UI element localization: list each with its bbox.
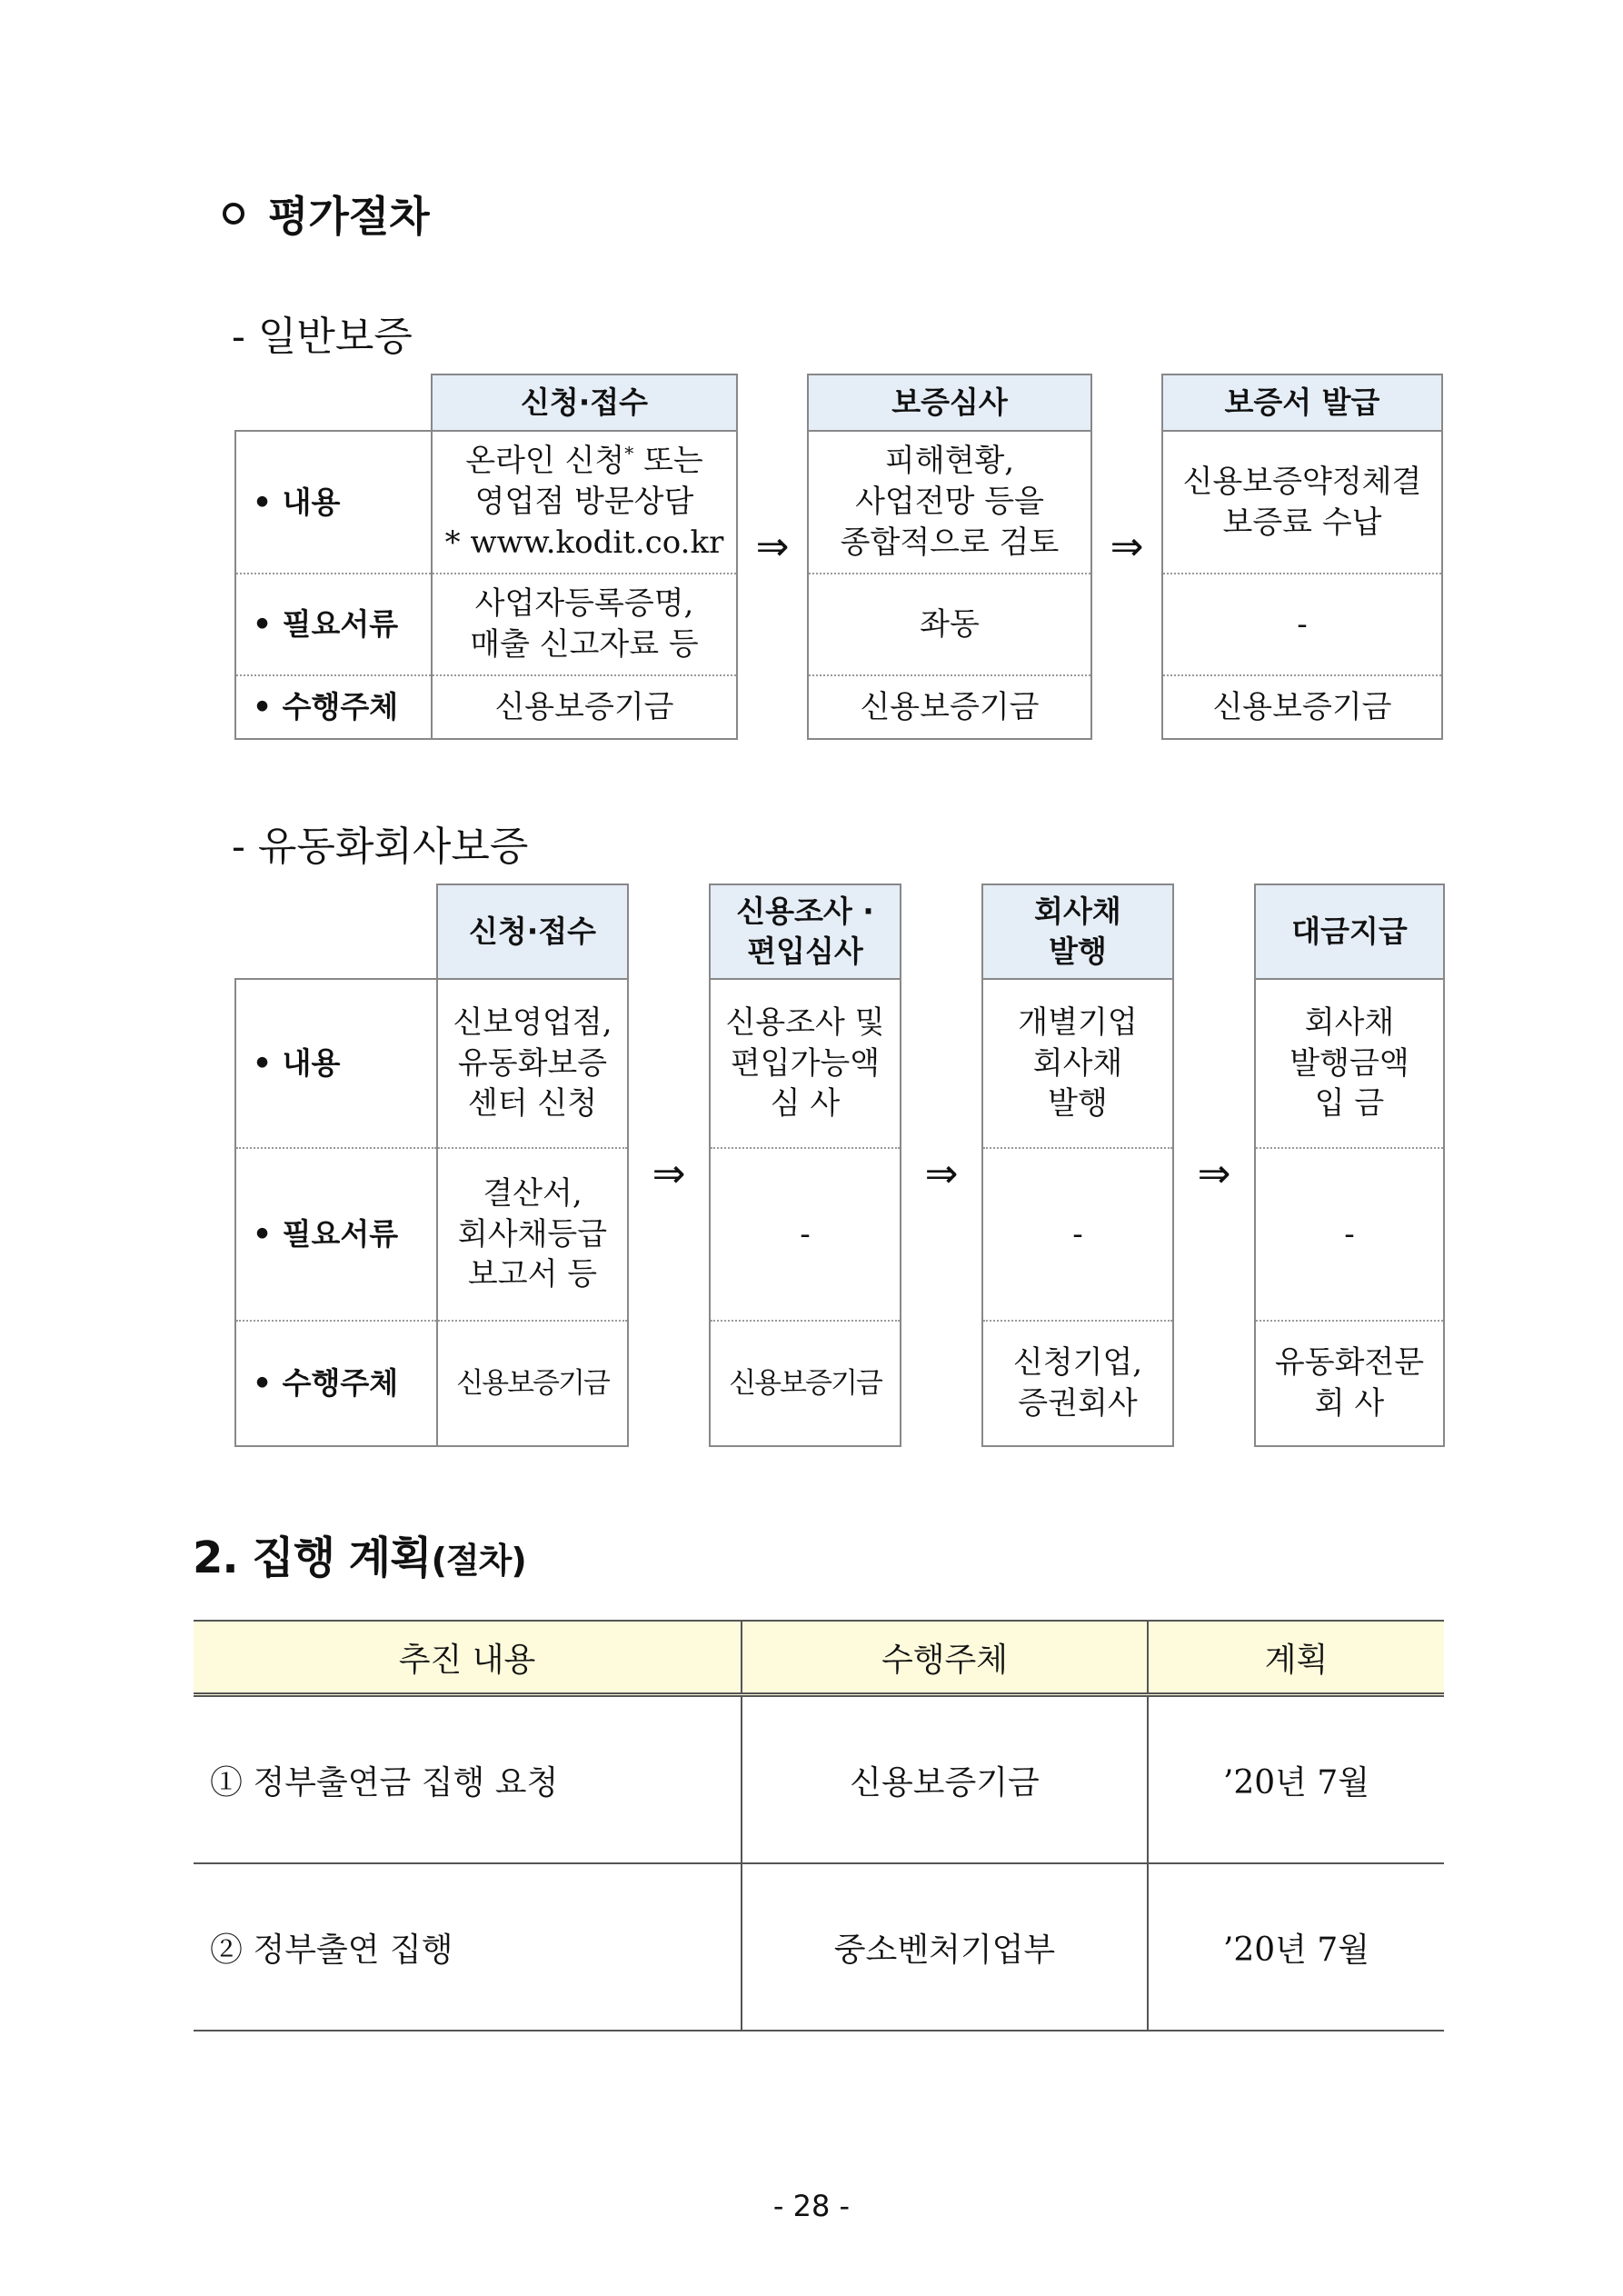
flow-arrow-icon: ⇒ (652, 1151, 686, 1197)
liquidity-step-1-content: 신보영업점, 유동화보증 센터 신청 (437, 979, 628, 1148)
general-step-1-content: 온라인 신청* 또는 영업점 방문상담 * www.kodit.co.kr (432, 431, 737, 574)
liquidity-step-2-content: 신용조사 및 편입가능액 심 사 (710, 979, 901, 1148)
section-heading (223, 184, 430, 244)
general-step-2-header: 보증심사 (808, 374, 1091, 431)
table-cell: 중소벤처기업부 (742, 1863, 1148, 2031)
general-step-2-docs: 좌동 (808, 574, 1091, 675)
table-cell: ① 정부출연금 집행 요청 (194, 1695, 742, 1864)
general-row-label-docs: • 필요서류 (235, 574, 432, 675)
general-step-1-header: 신청·접수 (432, 374, 737, 431)
table-row (194, 1695, 1444, 1864)
liquidity-step-1-docs: 결산서, 회사채등급 보고서 등 (437, 1148, 628, 1321)
liquidity-row-label-docs: • 필요서류 (235, 1148, 437, 1321)
liquidity-step-3-content: 개별기업 회사채 발행 (982, 979, 1173, 1148)
table-cell: ’20년 7월 (1148, 1695, 1444, 1864)
liquidity-step-4-executor: 유동화전문 회 사 (1255, 1321, 1444, 1446)
flow-arrow-icon: ⇒ (755, 523, 790, 570)
general-guarantee-flow (234, 374, 1443, 740)
column-header: 수행주체 (742, 1621, 1148, 1695)
liquidity-step-3-header: 회사채 발행 (982, 884, 1173, 979)
liquidity-step-1-header: 신청·접수 (437, 884, 628, 979)
liquidity-step-4-content: 회사채 발행금액 입 금 (1255, 979, 1444, 1148)
column-header: 추진 내용 (194, 1621, 742, 1695)
general-step-1-docs: 사업자등록증명, 매출 신고자료 등 (432, 574, 737, 675)
flow-arrow-icon: ⇒ (1197, 1151, 1231, 1197)
table-header-row (194, 1621, 1444, 1695)
table-row (194, 1863, 1444, 2031)
general-guarantee-title: - 일반보증 (232, 314, 413, 360)
liquidity-step-4-docs: - (1255, 1148, 1444, 1321)
general-step-3-docs: - (1162, 574, 1442, 675)
general-step-3-executor: 신용보증기금 (1162, 675, 1442, 739)
liquidity-guarantee-title: - 유동화회사보증 (232, 824, 529, 870)
liquidity-step-3-docs: - (982, 1148, 1173, 1321)
table-cell: ’20년 7월 (1148, 1863, 1444, 2031)
general-row-label-content: • 내용 (235, 431, 432, 574)
table-cell: ② 정부출연 집행 (194, 1863, 742, 2031)
general-step-3-content: 신용보증약정체결 보증료 수납 (1162, 431, 1442, 574)
general-step-3-header: 보증서 발급 (1162, 374, 1442, 431)
liquidity-step-4-header: 대금지급 (1255, 884, 1444, 979)
flow-arrow-icon: ⇒ (924, 1151, 959, 1197)
table-cell: 신용보증기금 (742, 1695, 1148, 1864)
circle-bullet-icon (223, 203, 244, 225)
liquidity-step-2-header: 신용조사 · 편입심사 (710, 884, 901, 979)
general-step-2-executor: 신용보증기금 (808, 675, 1091, 739)
liquidity-step-3-executor: 신청기업, 증권회사 (982, 1321, 1173, 1446)
liquidity-row-label-content: • 내용 (235, 979, 437, 1148)
flow-arrow-icon: ⇒ (1110, 523, 1144, 570)
general-step-2-content: 피해현황, 사업전망 등을 종합적으로 검토 (808, 431, 1091, 574)
general-row-label-executor: • 수행주체 (235, 675, 432, 739)
liquidity-guarantee-flow (234, 883, 1445, 1447)
liquidity-step-2-docs: - (710, 1148, 901, 1321)
liquidity-step-1-executor: 신용보증기금 (437, 1321, 628, 1446)
page-number: - 28 - (772, 2189, 851, 2223)
liquidity-row-label-executor: • 수행주체 (235, 1321, 437, 1446)
column-header: 계획 (1148, 1621, 1444, 1695)
execution-plan-table (194, 1620, 1444, 2031)
general-step-1-executor: 신용보증기금 (432, 675, 737, 739)
section-title: 평가절차 (268, 192, 430, 241)
plan-heading: 2. 집행 계획(절차) (193, 1532, 526, 1583)
liquidity-step-2-executor: 신용보증기금 (710, 1321, 901, 1446)
